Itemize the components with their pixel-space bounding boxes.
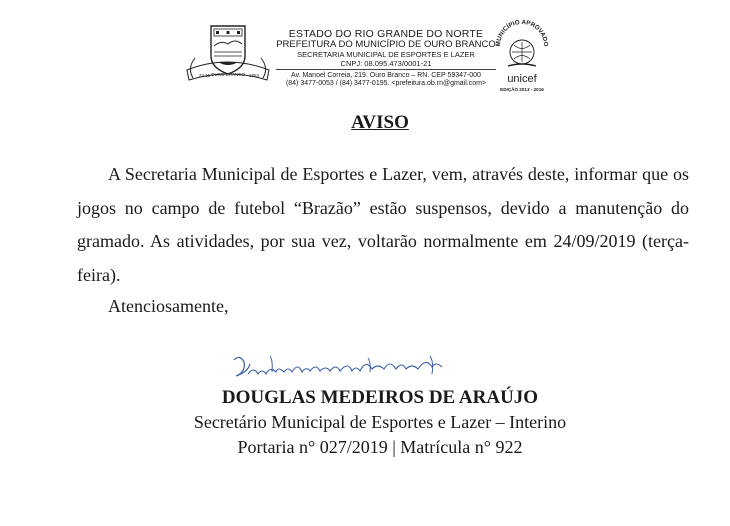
state-name: ESTADO DO RIO GRANDE DO NORTE (288, 28, 484, 40)
crest-caption-left: 24-11 (199, 73, 211, 78)
cnpj: CNPJ: 08.095.473/0001-21 (340, 58, 432, 68)
signatory-role: Secretário Municipal de Esportes e Lazer – Interino (193, 412, 567, 432)
address: Av. Manoel Correia, 219. Ouro Branco – RN. CEP 59347-000 (291, 72, 481, 80)
signatory-ids: Portaria n° 027/2019 | Matrícula n° 922 (237, 437, 523, 457)
signature-block (0, 385, 730, 460)
seal-edition: EDIÇÃO 2013 - 2016 (500, 87, 544, 92)
contact-info: (84) 3477-0053 / (84) 3477-0195. <prefeitura.ob.rn@gmail.com> (285, 80, 487, 88)
notice-body: A Secretaria Municipal de Esportes e Lazer, vem, através deste, informar que os jogos no campo de futebol “Brazão” estão suspensos, devido a manutenção do gramado. As atividades, por sua vez, voltarão normalmente em 24/09/2019 (terça-feira). (77, 164, 689, 285)
seal-arc-text: MUNICÍPIO APROVADO (494, 18, 550, 47)
header-divider (276, 69, 496, 70)
municipal-crest-logo (183, 22, 273, 88)
letterhead (0, 0, 730, 110)
closing-salutation: Atenciosamente, (108, 296, 229, 316)
crest-caption-mid: OURO BRANCO (210, 72, 246, 77)
crest-caption-right: 1953 (249, 73, 260, 78)
city-hall-name: PREFEITURA DO MUNICÍPIO DE OURO BRANCO (276, 39, 496, 51)
notice-title: AVISO (351, 112, 409, 133)
department-name: SECRETARIA MUNICIPAL DE ESPORTES E LAZER (297, 49, 475, 59)
unicef-wordmark: unicef (507, 73, 537, 85)
organization-info (270, 28, 502, 88)
signatory-name: DOUGLAS MEDEIROS DE ARAÚJO (221, 387, 539, 408)
unicef-approved-seal (490, 14, 554, 98)
